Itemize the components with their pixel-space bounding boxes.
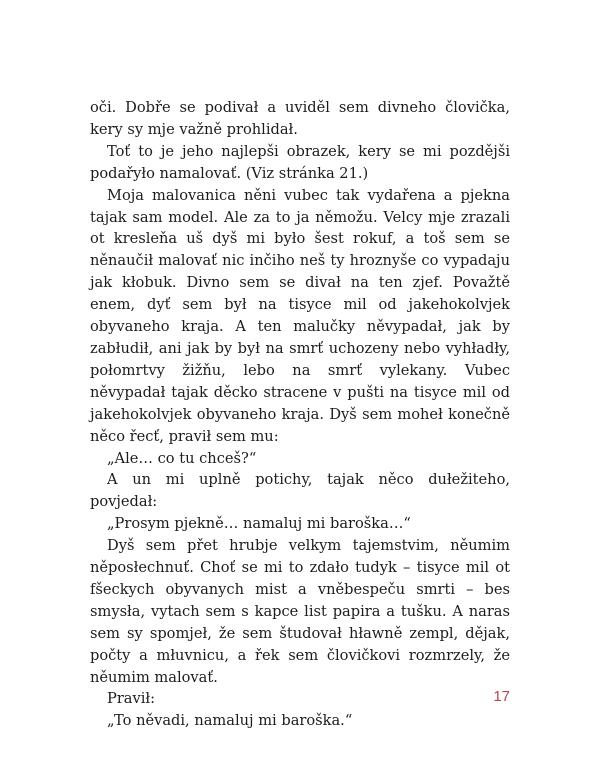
page-body [90, 97, 510, 732]
paragraph: „Ale… co tu chceš?“ [107, 449, 257, 467]
paragraph: Moja malovanica něni vubec tak vydařena a pjekna tajak sam model. Ale za to ja němožu. Velcy mje zrazali ot kresleňa uš dyš mi było šest rokuf, a toš sem se něnaučił malovať nic inčiho neš ty hroznyše co vypadaju jak kłobuk. Divno sem se divał na ten zjef. Považtě enem, dyť sem był na tisyce mil od jakehokolvjek obyvaneho kraja. A ten malučky něvypadał, jak by zabłudił, ani jak by był na smrť uchozeny nebo vyhładły, połomrtvy žižňu, lebo na smrť vylekany. Vubec něvypadał tajak děcko stracene v pušti na tisyce mil od jakehokolvjek obyvaneho kraja. Dyš sem moheł konečně něco řecť, pravił sem mu: [90, 186, 510, 445]
page-number: 17 [493, 688, 510, 705]
paragraph: „To něvadi, namaluj mi baroška.“ [107, 712, 353, 730]
paragraph: A un mi uplně potichy, tajak něco dułežiteho, povjedał: [90, 471, 510, 511]
paragraph: „Prosym pjekně… namaluj mi baroška…“ [107, 515, 411, 533]
paragraph: oči. Dobře se podivał a uviděl sem divneho človička, kery sy mje važně prohlidał. [90, 99, 510, 138]
paragraph: Pravił: [107, 690, 156, 708]
paragraph: Dyš sem přet hrubje velkym tajemstvim, něumim něposłechnuť. Choť se mi to zdało tudyk – tisyce mil ot fšeckych obyvanych mist a vněbespeču smrti – bes smysła, vytach sem s kapce list papira a tušku. A naras sem sy spomjeł, že sem študovał hławně zempl, dějak, počty a młuvnicu, a řek sem človičkovi rozmrzely, že něumim malovať. [90, 537, 510, 686]
paragraph: Toť to je jeho najlepši obrazek, kery se mi pozdějši podařyło namalovať. (Viz stránka 21.) [90, 142, 510, 182]
